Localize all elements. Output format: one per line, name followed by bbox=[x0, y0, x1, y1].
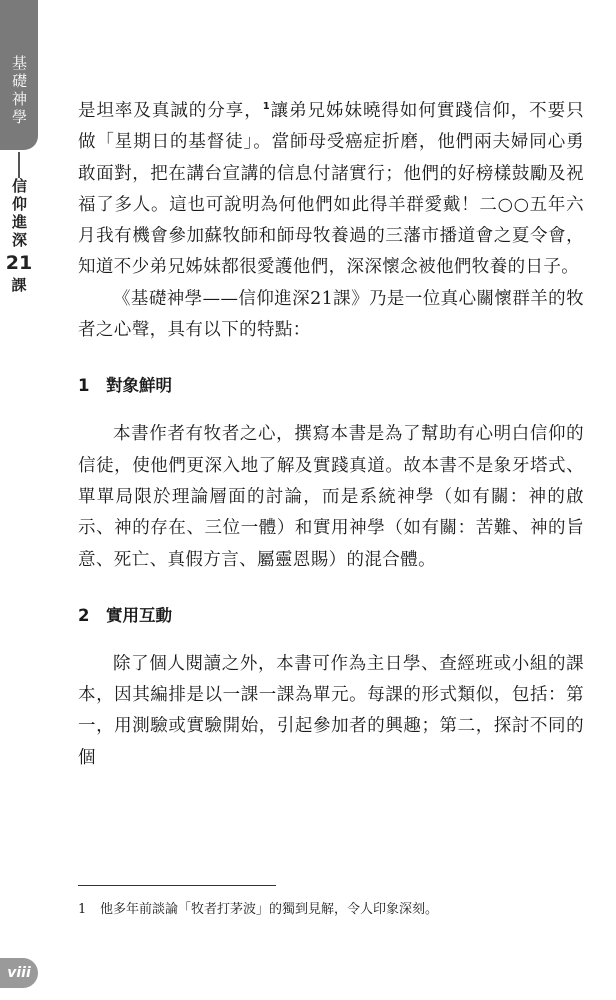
side-tab-subtitle: 信仰進深 bbox=[10, 178, 28, 250]
section-heading-2: 2 實用互動 bbox=[78, 605, 172, 625]
footnote-number: 1 bbox=[78, 902, 87, 917]
footnote-reference: 1 bbox=[262, 101, 271, 113]
para1-text-end: 讓弟兄姊妹曉得如何實踐信仰，不要只做「星期日的基督徒」。當師母受癌症折磨，他們兩夫婦同心勇敢面對，把在講台宣講的信息付諸實行；他們的好榜樣鼓勵及祝福了多人。這也可說明為何他們如此得羊群愛戴！二○○五年六月我有機會參加蘇牧師和師母牧養過的三藩市播道會之夏令會，知道不少弟兄姊妹都很愛護他們，深深懷念被他們牧養的日子。 bbox=[78, 101, 584, 278]
page-body bbox=[78, 96, 584, 774]
footnote-divider bbox=[78, 885, 276, 886]
section-heading-1: 1 對象鮮明 bbox=[78, 376, 172, 396]
section-1-paragraph: 本書作者有牧者之心，撰寫本書是為了幫助有心明白信仰的信徒，使他們更深入地了解及實踐真道。故本書不是象牙塔式、單單局限於理論層面的討論，而是系統神學（如有關：神的啟示、神的存在、三位一體）和實用神學（如有關：苦難、神的旨意、死亡、真假方言、屬靈恩賜）的混合體。 bbox=[78, 424, 584, 570]
section-2-paragraph: 除了個人閱讀之外，本書可作為主日學、查經班或小組的課本，因其編排是以一課一課為單元。每課的形式類似，包括：第一，用測驗或實驗開始，引起參加者的興趣；第二，探討不同的個 bbox=[78, 653, 584, 768]
para1-text-start: 是坦率及真誠的分享， bbox=[78, 101, 263, 121]
side-tab-lesson-unit: 課 bbox=[11, 276, 27, 294]
footnote-text: 他多年前談論「牧者打茅波」的獨到見解，令人印象深刻。 bbox=[100, 902, 439, 917]
footnote bbox=[78, 900, 584, 920]
side-tab-lesson-count: 21 bbox=[5, 252, 33, 274]
body-paragraph-2: 《基礎神學——信仰進深21課》乃是一位真心關懷群羊的牧者之心聲，具有以下的特點： bbox=[78, 288, 584, 341]
body-paragraph-1 bbox=[78, 96, 584, 284]
side-tab-title: 基礎神學 bbox=[10, 55, 28, 127]
page-number: viii bbox=[0, 958, 38, 988]
side-tab-divider bbox=[18, 152, 20, 178]
